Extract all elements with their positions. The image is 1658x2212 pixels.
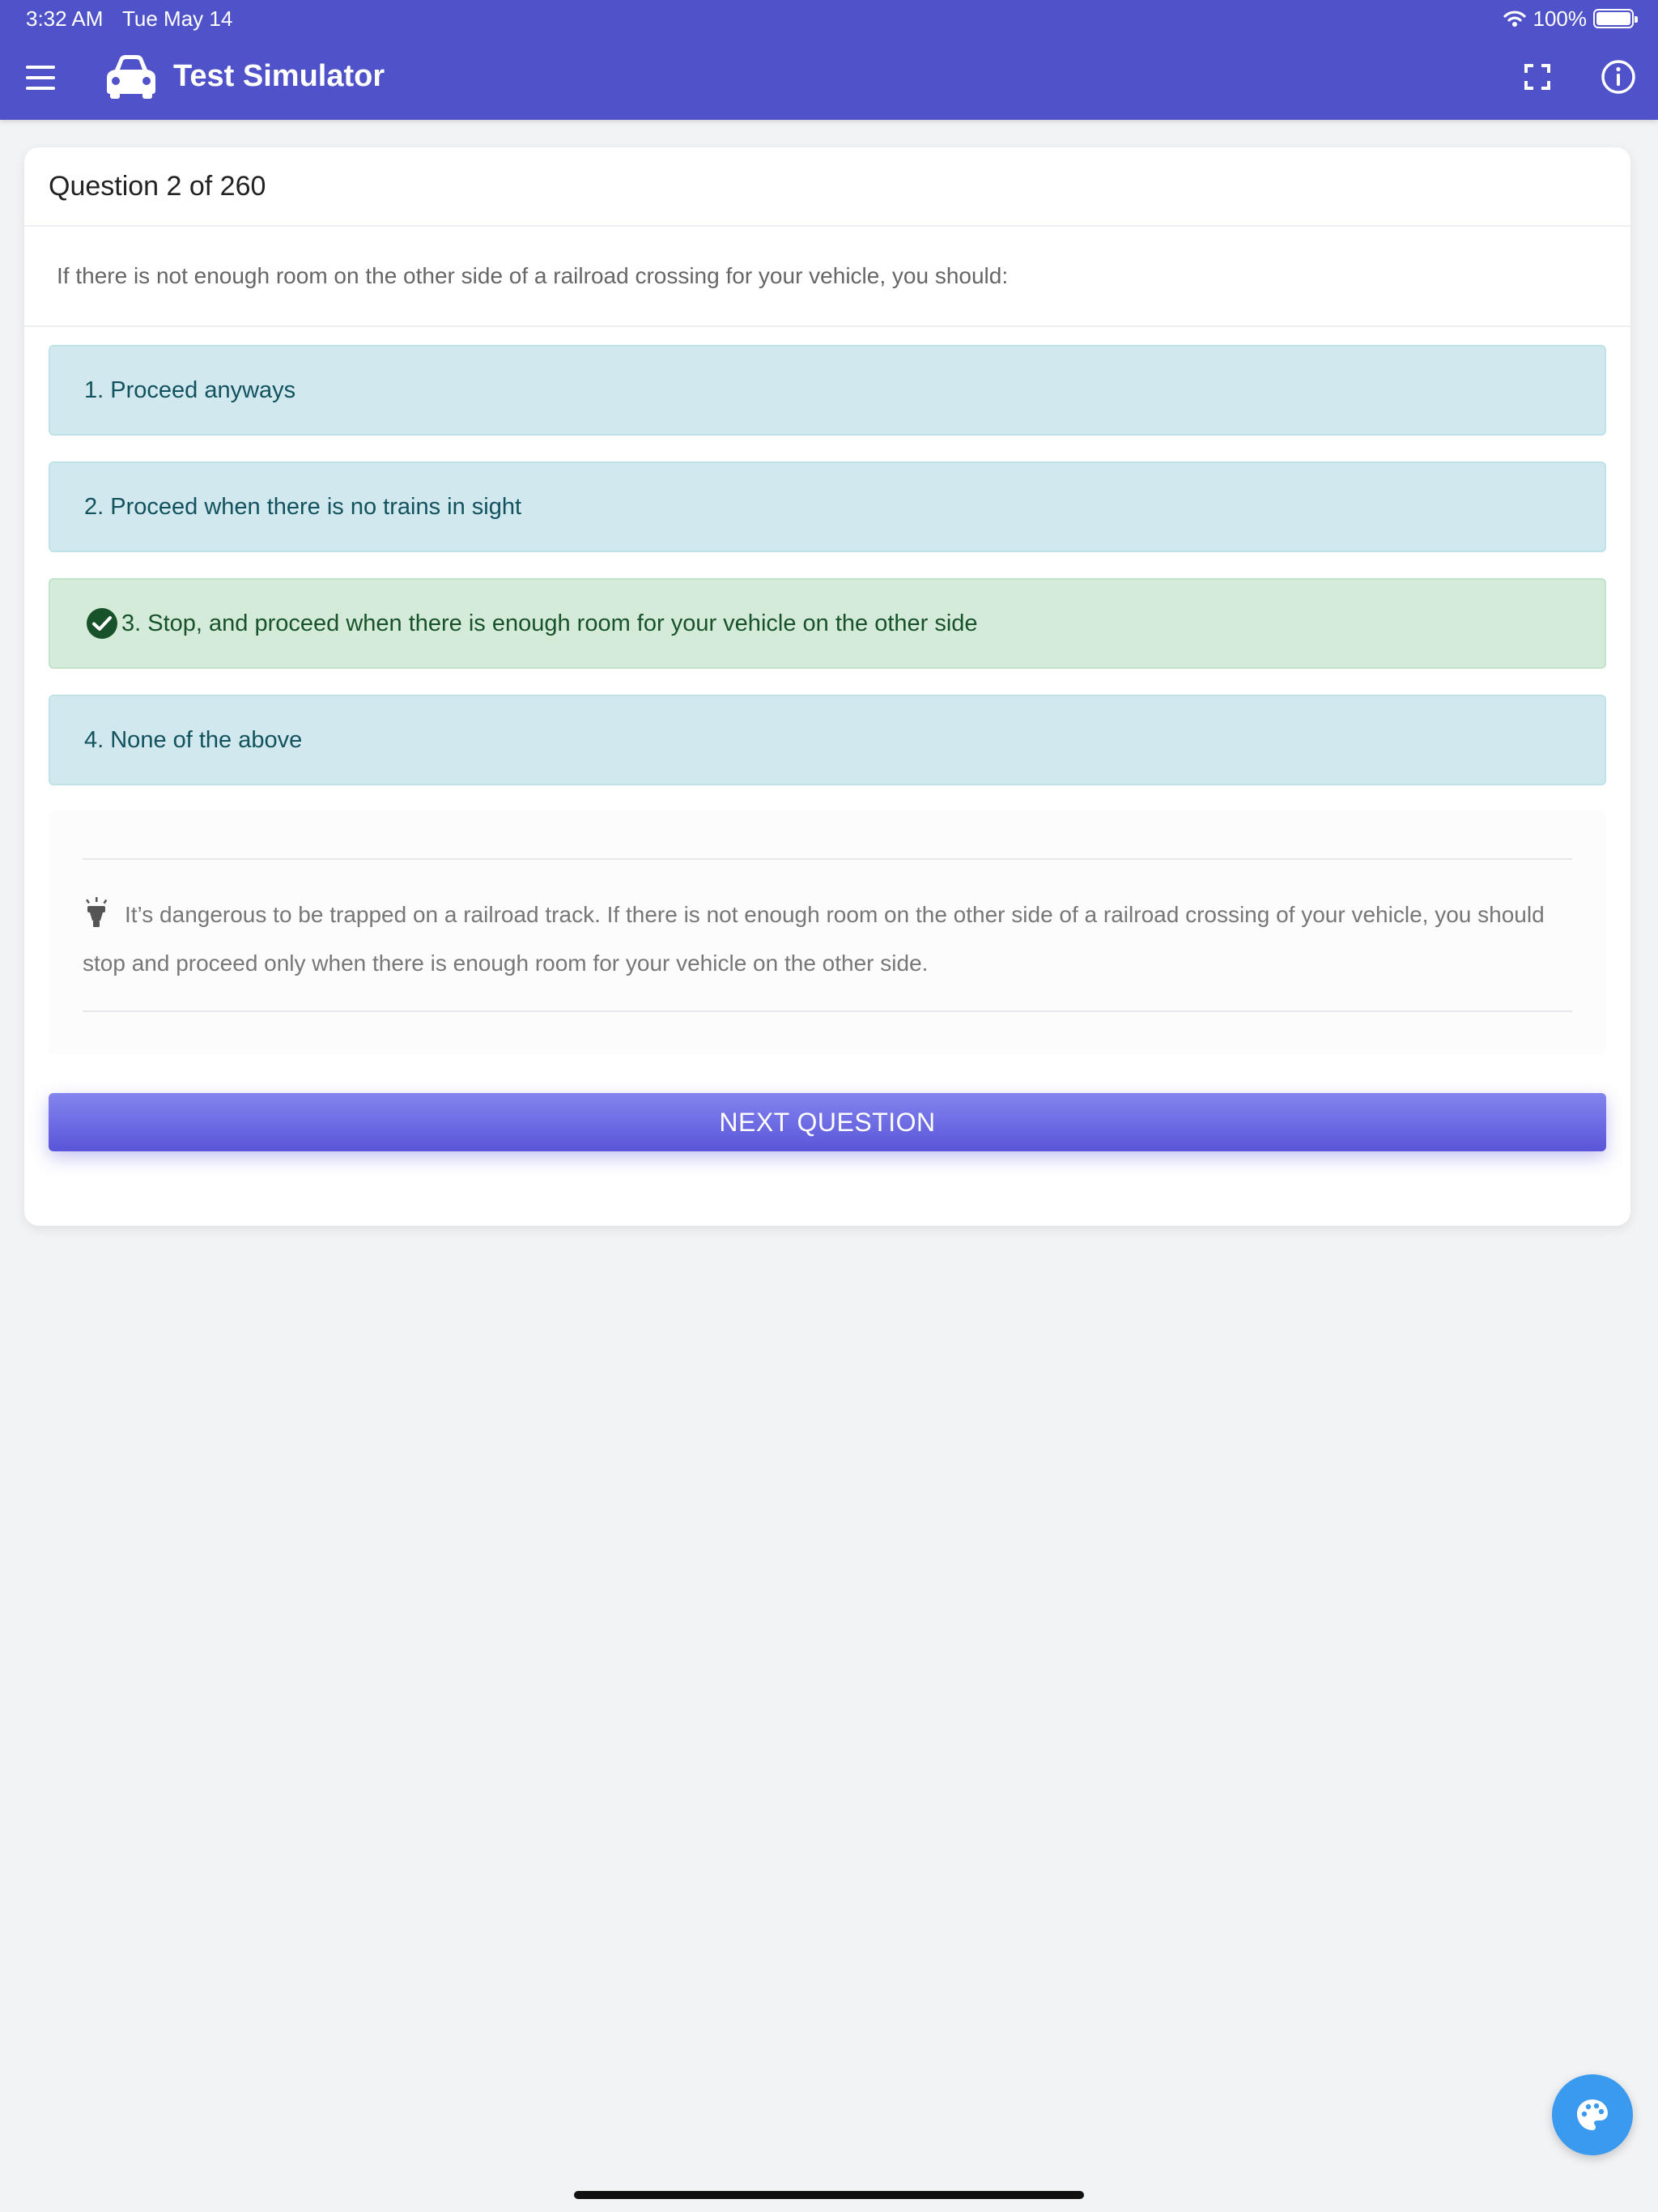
explanation-text — [83, 891, 1580, 988]
app-bar — [0, 0, 1658, 120]
fullscreen-icon[interactable] — [1522, 62, 1553, 92]
status-time: 3:32 AM — [26, 6, 104, 31]
car-icon — [104, 52, 159, 100]
answer-option-label: 2. Proceed when there is no trains in sight — [84, 493, 522, 520]
divider — [83, 1010, 1572, 1012]
question-text: If there is not enough room on the other side of a railroad crossing for your vehicle, you should: — [24, 227, 1630, 327]
lightbulb-icon — [83, 896, 110, 929]
battery-icon — [1593, 9, 1634, 28]
answer-option-label: 1. Proceed anyways — [84, 376, 296, 403]
answer-option-4[interactable] — [49, 695, 1606, 785]
answer-option-3-correct[interactable] — [49, 578, 1606, 669]
hamburger-menu-icon[interactable] — [23, 62, 58, 94]
battery-percent: 100% — [1533, 6, 1587, 31]
status-indicators — [1503, 6, 1635, 32]
question-counter: Question 2 of 260 — [49, 170, 266, 202]
explanation-body: It’s dangerous to be trapped on a railroad track. If there is not enough room on the other side of a railroad crossing of your vehicle, you should stop and proceed only when there is enough room for your vehicle on the other side. — [83, 902, 1545, 976]
divider — [83, 858, 1572, 860]
answer-option-label: 3. Stop, and proceed when there is enough room for your vehicle on the other side — [121, 610, 978, 636]
next-question-button[interactable]: NEXT QUESTION — [49, 1093, 1606, 1151]
card-header — [24, 147, 1630, 227]
answer-option-1[interactable] — [49, 345, 1606, 436]
palette-icon — [1574, 2096, 1611, 2133]
question-card — [24, 147, 1630, 1226]
explanation-panel — [49, 811, 1606, 1054]
wifi-icon — [1503, 9, 1527, 28]
check-circle-icon — [86, 607, 118, 640]
theme-fab-button[interactable] — [1552, 2074, 1633, 2155]
app-title: Test Simulator — [173, 59, 385, 93]
battery-level — [1596, 12, 1630, 25]
info-icon[interactable] — [1600, 58, 1637, 96]
answer-option-2[interactable] — [49, 462, 1606, 552]
answer-option-label: 4. None of the above — [84, 726, 303, 753]
status-date: Tue May 14 — [122, 6, 233, 31]
home-indicator[interactable] — [574, 2191, 1084, 2199]
